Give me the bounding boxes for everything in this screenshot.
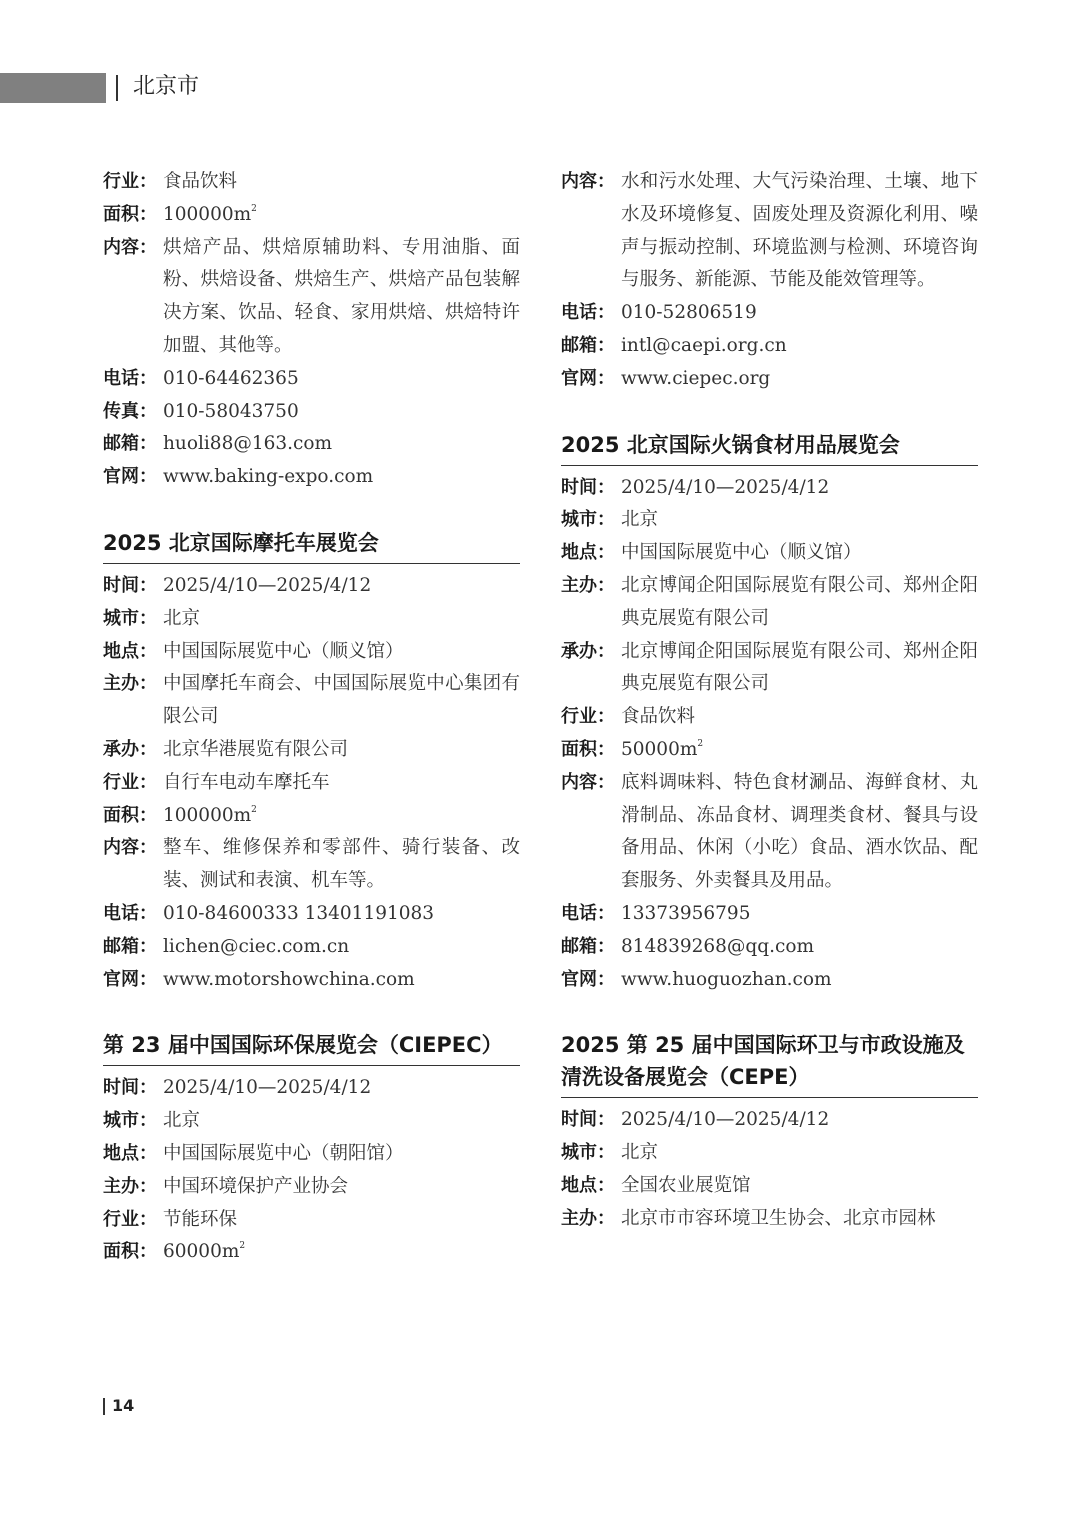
- field-label: 面积：: [103, 1241, 157, 1263]
- field-value: [163, 428, 520, 461]
- field-value-text: 2025/4/10—2025/4/12: [621, 476, 830, 498]
- field-label: 官网：: [103, 968, 157, 990]
- field-label: 传真：: [103, 400, 157, 422]
- field-label: 城市：: [103, 1110, 157, 1132]
- field-value: [621, 363, 978, 396]
- field-value-text: 水和污水处理、大气污染治理、土壤、地下水及环境修复、固废处理及资源化利用、噪声与振动控制、环境监测与检测、环境咨询与服务、新能源、节能及能效管理等。: [621, 171, 978, 291]
- exhibition-title: 第 23 届中国国际环保展览会（CIEPEC）: [103, 1029, 520, 1066]
- field-value: [163, 199, 520, 232]
- info-row: [561, 1170, 978, 1203]
- header-separator: [116, 75, 118, 101]
- info-row: [103, 1236, 520, 1269]
- info-row: [103, 428, 520, 461]
- field-label: 内容：: [561, 771, 615, 793]
- field-label: 地点：: [561, 1174, 615, 1196]
- info-row: [103, 964, 520, 997]
- info-row: [561, 898, 978, 931]
- info-row: [561, 330, 978, 363]
- field-value-text: 2025/4/10—2025/4/12: [621, 1109, 830, 1131]
- field-value: [163, 232, 520, 363]
- field-value: [163, 1105, 520, 1138]
- field-value-text: 食品饮料: [163, 171, 238, 192]
- field-value-text: 13373956795: [621, 902, 751, 924]
- info-row: [103, 1171, 520, 1204]
- field-value-text: 节能环保: [163, 1208, 238, 1230]
- field-value: [621, 537, 978, 570]
- field-value-text: www.huoguozhan.com: [621, 968, 832, 990]
- field-label: 内容：: [103, 837, 157, 859]
- field-label: 行业：: [103, 1208, 157, 1230]
- field-value-text: 自行车电动车摩托车: [163, 771, 330, 793]
- field-value: [621, 166, 978, 297]
- field-value: [163, 800, 520, 833]
- field-value-text: 全国农业展览馆: [621, 1174, 751, 1196]
- exhibition-hotpot: [561, 429, 978, 997]
- field-value: [163, 931, 520, 964]
- info-row: [561, 537, 978, 570]
- field-value: [163, 461, 520, 494]
- field-value-text: intl@caepi.org.cn: [621, 334, 787, 356]
- field-value-text: lichen@ciec.com.cn: [163, 935, 350, 957]
- field-label: 承办：: [561, 640, 615, 662]
- field-value: [163, 1072, 520, 1105]
- info-row: [103, 898, 520, 931]
- field-value: [163, 363, 520, 396]
- info-row: [561, 1104, 978, 1137]
- info-row: [561, 964, 978, 997]
- field-label: 行业：: [561, 706, 615, 728]
- field-value: [621, 504, 978, 537]
- field-value: [163, 603, 520, 636]
- field-label: 时间：: [561, 1109, 615, 1131]
- field-label: 时间：: [103, 574, 157, 596]
- field-label: 官网：: [103, 466, 157, 488]
- field-label: 官网：: [561, 367, 615, 389]
- info-row: [103, 1072, 520, 1105]
- field-value: [163, 964, 520, 997]
- field-value-text: 北京: [621, 509, 659, 531]
- field-label: 主办：: [561, 574, 615, 596]
- right-column: [561, 166, 978, 1236]
- field-label: 邮箱：: [103, 935, 157, 957]
- superscript: 2: [239, 1241, 246, 1252]
- field-value-text: 中国国际展览中心（顺义馆）: [621, 542, 862, 564]
- field-value-text: 中国国际展览中心（顺义馆）: [163, 640, 404, 662]
- info-row: [103, 734, 520, 767]
- info-row: [103, 232, 520, 363]
- field-value-text: 100000m: [163, 203, 252, 225]
- field-value-text: 中国国际展览中心（朝阳馆）: [163, 1142, 404, 1164]
- field-label: 地点：: [103, 1142, 157, 1164]
- field-label: 承办：: [103, 738, 157, 760]
- info-row: [103, 166, 520, 199]
- field-label: 内容：: [561, 171, 615, 192]
- info-row: [103, 199, 520, 232]
- field-value: [621, 734, 978, 767]
- field-value-text: 010-58043750: [163, 400, 299, 422]
- field-value-text: 814839268@qq.com: [621, 935, 815, 957]
- field-value: [621, 1203, 978, 1236]
- field-value-text: 北京博闻企阳国际展览有限公司、郑州企阳典克展览有限公司: [621, 640, 978, 695]
- field-label: 主办：: [561, 1207, 615, 1229]
- info-row: [103, 832, 520, 898]
- field-value-text: 北京华港展览有限公司: [163, 738, 349, 760]
- header-bar: [0, 73, 106, 103]
- field-label: 城市：: [103, 607, 157, 629]
- field-value: [621, 701, 978, 734]
- info-row: [561, 472, 978, 505]
- page-section-title: 北京市: [133, 74, 200, 99]
- info-row: [561, 636, 978, 702]
- info-row: [561, 363, 978, 396]
- superscript: 2: [251, 203, 257, 214]
- field-value-text: 底料调味料、特色食材涮品、海鲜食材、丸滑制品、冻品食材、调理类食材、餐具与设备用品、休闲（小吃）食品、酒水饮品、配套服务、外卖餐具及用品。: [621, 771, 978, 892]
- field-label: 主办：: [103, 673, 157, 695]
- info-row: [561, 1203, 978, 1236]
- field-label: 地点：: [561, 542, 615, 564]
- page-number: 14: [112, 1396, 135, 1415]
- field-label: 邮箱：: [561, 935, 615, 957]
- field-value: [163, 767, 520, 800]
- field-value-text: 中国摩托车商会、中国国际展览中心集团有限公司: [163, 673, 520, 728]
- field-label: 邮箱：: [103, 433, 157, 455]
- superscript: 2: [697, 738, 704, 749]
- field-label: 时间：: [561, 476, 615, 498]
- info-row: [561, 701, 978, 734]
- field-label: 电话：: [561, 902, 615, 924]
- field-label: 城市：: [561, 1142, 615, 1164]
- exhibition-title: 2025 北京国际摩托车展览会: [103, 527, 520, 564]
- field-value: [621, 570, 978, 636]
- field-label: 地点：: [103, 640, 157, 662]
- info-row: [103, 767, 520, 800]
- field-value: [621, 636, 978, 702]
- field-label: 面积：: [103, 804, 157, 826]
- field-value: [621, 1170, 978, 1203]
- field-value: [621, 472, 978, 505]
- field-label: 时间：: [103, 1077, 157, 1099]
- field-value: [621, 1137, 978, 1170]
- exhibition-title: 2025 北京国际火锅食材用品展览会: [561, 429, 978, 466]
- field-label: 城市：: [561, 509, 615, 531]
- info-row: [103, 603, 520, 636]
- info-row: [103, 461, 520, 494]
- field-label: 面积：: [561, 738, 615, 760]
- exhibition-cepe: [561, 1029, 978, 1235]
- info-row: [103, 1105, 520, 1138]
- info-row: [103, 800, 520, 833]
- field-value: [621, 767, 978, 898]
- info-row: [103, 363, 520, 396]
- field-label: 主办：: [103, 1175, 157, 1197]
- field-value: [621, 330, 978, 363]
- info-row: [103, 1138, 520, 1171]
- field-value: [163, 1138, 520, 1171]
- info-row: [561, 504, 978, 537]
- field-value-text: 中国环境保护产业协会: [163, 1175, 349, 1197]
- field-value-text: 100000m: [163, 804, 252, 826]
- field-label: 官网：: [561, 968, 615, 990]
- info-row: [561, 570, 978, 636]
- info-row: [561, 734, 978, 767]
- field-value: [163, 668, 520, 734]
- field-value: [163, 1204, 520, 1237]
- field-value: [163, 734, 520, 767]
- info-row: [103, 1204, 520, 1237]
- field-value: [163, 898, 520, 931]
- field-value: [621, 898, 978, 931]
- field-value: [163, 166, 520, 199]
- field-value-text: 北京: [621, 1142, 659, 1164]
- field-value-text: 北京博闻企阳国际展览有限公司、郑州企阳典克展览有限公司: [621, 574, 978, 629]
- info-row: [561, 297, 978, 330]
- field-label: 电话：: [561, 302, 615, 324]
- field-value: [163, 636, 520, 669]
- field-value: [621, 1104, 978, 1137]
- field-value-text: 60000m: [163, 1241, 240, 1263]
- field-value: [621, 297, 978, 330]
- left-column: [103, 166, 520, 1269]
- info-row: [103, 636, 520, 669]
- field-value-text: 50000m: [621, 738, 698, 760]
- footer-separator: [103, 1398, 105, 1415]
- field-label: 电话：: [103, 902, 157, 924]
- exhibition-ciepec: [103, 1029, 520, 1269]
- field-value: [621, 964, 978, 997]
- exhibition-motorcycle: [103, 527, 520, 996]
- field-label: 邮箱：: [561, 334, 615, 356]
- field-value: [163, 1236, 520, 1269]
- field-value: [163, 396, 520, 429]
- field-value: [621, 931, 978, 964]
- field-value-text: 010-52806519: [621, 302, 757, 324]
- info-row: [103, 396, 520, 429]
- field-value-text: www.motorshowchina.com: [163, 968, 415, 990]
- info-row: [103, 668, 520, 734]
- field-value-text: 北京市市容环境卫生协会、北京市园林: [621, 1207, 936, 1229]
- superscript: 2: [251, 804, 257, 815]
- exhibition-title: 2025 第 25 届中国国际环卫与市政设施及清洗设备展览会（CEPE）: [561, 1029, 978, 1098]
- field-label: 行业：: [103, 171, 157, 192]
- field-value-text: www.baking-expo.com: [163, 466, 374, 488]
- field-value-text: huoli88@163.com: [163, 433, 333, 455]
- top-info-block: [103, 166, 520, 494]
- field-value: [163, 832, 520, 898]
- top-info-block: [561, 166, 978, 396]
- field-label: 电话：: [103, 367, 157, 389]
- field-value-text: 烘焙产品、烘焙原辅助料、专用油脂、面粉、烘焙设备、烘焙生产、烘焙产品包装解决方案、饮品、轻食、家用烘焙、烘焙特许加盟、其他等。: [163, 236, 520, 356]
- field-value: [163, 1171, 520, 1204]
- field-label: 行业：: [103, 771, 157, 793]
- info-row: [103, 931, 520, 964]
- field-label: 面积：: [103, 203, 157, 225]
- field-value-text: 010-64462365: [163, 367, 299, 389]
- field-value: [163, 570, 520, 603]
- field-value-text: 整车、维修保养和零部件、骑行装备、改装、测试和表演、机车等。: [163, 837, 520, 892]
- info-row: [561, 767, 978, 898]
- info-row: [561, 166, 978, 297]
- field-value-text: 2025/4/10—2025/4/12: [163, 1077, 372, 1099]
- info-row: [561, 1137, 978, 1170]
- field-value-text: www.ciepec.org: [621, 367, 771, 389]
- field-value-text: 北京: [163, 1110, 201, 1132]
- field-value-text: 010-84600333 13401191083: [163, 902, 435, 924]
- info-row: [561, 931, 978, 964]
- field-value-text: 北京: [163, 607, 201, 629]
- field-value-text: 食品饮料: [621, 706, 696, 728]
- field-label: 内容：: [103, 236, 157, 258]
- info-row: [103, 570, 520, 603]
- field-value-text: 2025/4/10—2025/4/12: [163, 574, 372, 596]
